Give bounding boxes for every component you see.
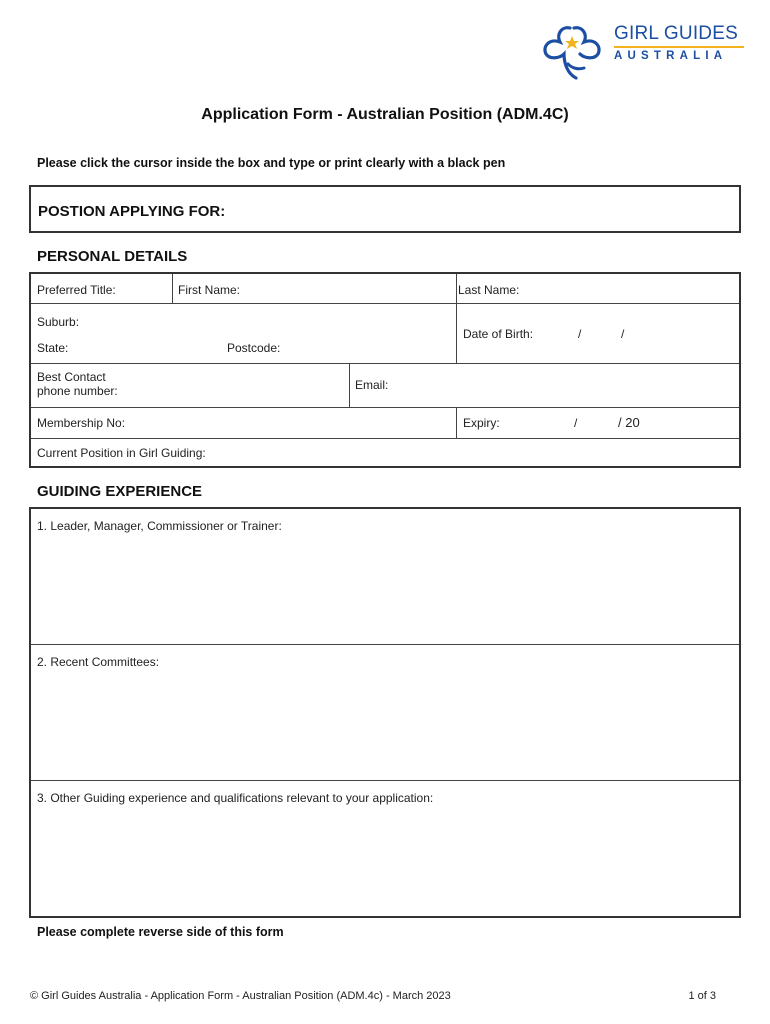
row-divider [31, 438, 739, 439]
experience-leader-field[interactable]: 1. Leader, Manager, Commissioner or Trainer: [37, 519, 282, 533]
date-of-birth-field[interactable]: Date of Birth: [463, 327, 534, 341]
expiry-separator: / [574, 416, 578, 430]
personal-details-table [29, 272, 741, 468]
footer-copyright: © Girl Guides Australia - Application Form - Australian Position (ADM.4c) - March 2023 [30, 990, 451, 1002]
email-field[interactable]: Email: [355, 378, 389, 392]
dob-separator: / [578, 327, 582, 341]
trefoil-emblem-icon [538, 22, 608, 84]
experience-other-field[interactable]: 3. Other Guiding experience and qualifications relevant to your application: [37, 791, 434, 805]
column-divider [456, 274, 457, 303]
row-divider [31, 644, 739, 645]
expiry-year-prefix: / 20 [618, 415, 640, 430]
guiding-experience-table [29, 507, 741, 918]
row-divider [31, 363, 739, 364]
expiry-field[interactable]: Expiry: [463, 416, 500, 430]
instruction-text: Please click the cursor inside the box and type or print clearly with a black pen [37, 156, 506, 170]
girl-guides-logo [538, 22, 748, 84]
column-divider [349, 363, 350, 407]
personal-details-heading: PERSONAL DETAILS [37, 248, 188, 265]
row-divider [31, 407, 739, 408]
column-divider [456, 407, 457, 438]
phone-label-line2[interactable]: phone number: [37, 384, 118, 398]
position-applying-field[interactable] [29, 185, 741, 233]
logo-name: GIRL GUIDES [614, 23, 738, 44]
column-divider [172, 274, 173, 303]
form-title: Application Form - Australian Position (ADM.4C) [201, 106, 569, 123]
preferred-title-field[interactable]: Preferred Title: [37, 283, 116, 297]
logo-country: AUSTRALIA [614, 50, 728, 62]
last-name-field[interactable]: Last Name: [458, 283, 520, 297]
current-position-field[interactable]: Current Position in Girl Guiding: [37, 446, 206, 460]
first-name-field[interactable]: First Name: [178, 283, 241, 297]
column-divider [456, 303, 457, 363]
position-applying-label: POSTION APPLYING FOR: [38, 203, 226, 220]
logo-rule [614, 46, 744, 48]
experience-committees-field[interactable]: 2. Recent Committees: [37, 655, 160, 669]
reverse-side-note: Please complete reverse side of this form [37, 925, 284, 939]
membership-no-field[interactable]: Membership No: [37, 416, 126, 430]
row-divider [31, 303, 739, 304]
state-field[interactable]: State: [37, 341, 69, 355]
dob-separator: / [621, 327, 625, 341]
phone-label-line1[interactable]: Best Contact [37, 370, 106, 384]
page-number: 1 of 3 [688, 990, 716, 1002]
suburb-field[interactable]: Suburb: [37, 315, 80, 329]
postcode-field[interactable]: Postcode: [227, 341, 281, 355]
row-divider [31, 780, 739, 781]
guiding-experience-heading: GUIDING EXPERIENCE [37, 483, 203, 500]
